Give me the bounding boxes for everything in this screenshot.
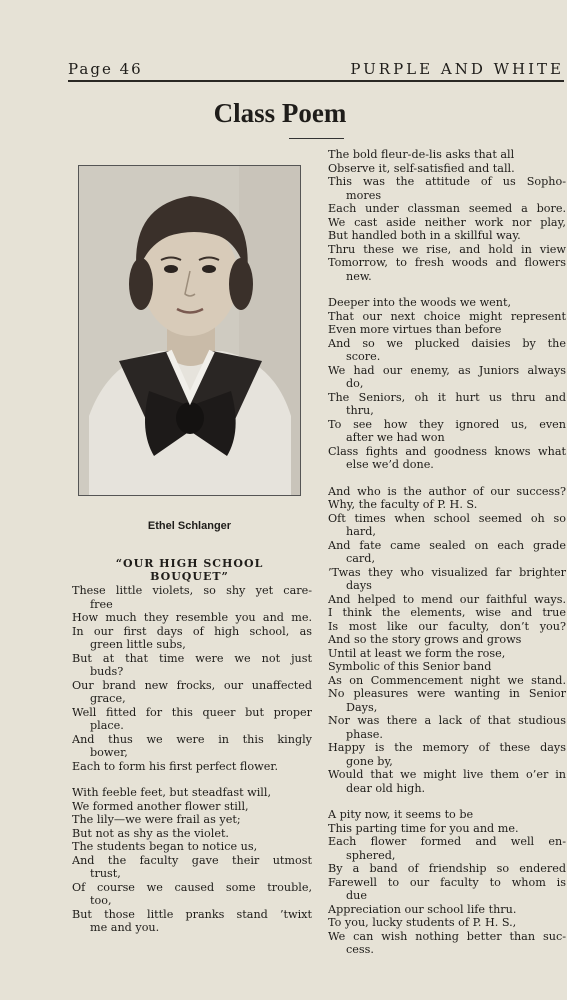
page-number: Page 46	[68, 60, 143, 78]
poem-line: The lily—we were frail as yet;	[72, 813, 241, 826]
poem-line: We formed another flower still,	[72, 799, 249, 813]
poem-line: Farewell to our faculty to whom is	[328, 875, 566, 889]
poem-line: The students began to notice us,	[72, 840, 258, 853]
poem-line: score.	[346, 350, 381, 363]
poem-line: card,	[346, 552, 376, 565]
poem-line: Why, the faculty of P. H. S.	[328, 498, 478, 511]
poem-line: Each to form his first perfect flower.	[72, 759, 279, 773]
poem-line: Days,	[346, 700, 378, 714]
poem-line: How much they resemble you and me.	[72, 611, 312, 624]
poem-line: free	[90, 597, 113, 611]
poem-line: And fate came sealed on each grade	[328, 538, 566, 552]
poem-line: These little violets, so shy yet care-	[72, 584, 312, 597]
poem-line: cess.	[346, 943, 374, 956]
poem-line: But not as shy as the violet.	[72, 826, 229, 840]
poem-line: grace,	[90, 692, 126, 705]
poem-line: To you, lucky students of P. H. S.,	[328, 916, 517, 929]
poem-line: due	[346, 889, 367, 902]
poem-line: Nor was there a lack of that studious	[328, 714, 566, 727]
poem-line: phase.	[346, 727, 383, 741]
poem-line: Happy is the memory of these days	[328, 741, 566, 754]
poem-line: But handled both in a skillful way.	[328, 229, 521, 242]
poem-line: Observe it, self-satisfied and tall.	[328, 161, 515, 175]
publication-title: PURPLE AND WHITE	[350, 60, 564, 78]
poem-line: Well fitted for this queer but proper	[72, 705, 312, 719]
poem-line: Oft times when school seemed oh so	[328, 511, 566, 525]
poem-line: Each under classman seemed a bore.	[328, 202, 566, 215]
poem-line: bower,	[90, 746, 128, 759]
poem-subtitle: “OUR HIGH SCHOOL BOUQUET”	[115, 557, 264, 583]
poem-line: ’Twas they who visualized far brighter	[328, 565, 566, 579]
poem-line: But those little pranks stand ’twixt	[72, 907, 312, 921]
poem-line: By a band of friendship so endered	[328, 862, 566, 875]
poem-line: In our first days of high school, as	[72, 624, 312, 638]
poem-line: buds?	[90, 665, 124, 678]
poem-line: hard,	[346, 525, 376, 538]
poem-line: Appreciation our school life thru.	[328, 902, 517, 916]
poem-line: Each flower formed and well en-	[328, 835, 566, 848]
poem-line: Thru these we rise, and hold in view	[328, 242, 566, 256]
poem-stanza	[328, 148, 566, 283]
poem-line: A pity now, it seems to be	[328, 808, 474, 821]
portrait-photo	[78, 165, 301, 496]
poem-line: Symbolic of this Senior band	[328, 660, 492, 673]
poem-line: Is most like our faculty, don’t you?	[328, 619, 566, 633]
poem-line: gone by,	[346, 754, 393, 768]
poem-column-left	[72, 584, 312, 948]
poem-line: mores	[346, 188, 382, 202]
poem-line: But at that time were we not just	[72, 651, 312, 665]
poem-line: place.	[90, 719, 124, 732]
poem-line: This was the attitude of us Sopho-	[328, 175, 566, 188]
poem-line: Of course we caused some trouble,	[72, 880, 312, 894]
poem-line: dear old high.	[346, 781, 426, 795]
poem-line: trust,	[90, 867, 121, 880]
poem-line: To see how they ignored us, even	[328, 417, 566, 431]
poem-line: Until at least we form the rose,	[328, 646, 506, 660]
poem-line: And helped to mend our faithful ways.	[328, 592, 566, 606]
poem-line: No pleasures were wanting in Senior	[328, 687, 566, 700]
poem-line: Tomorrow, to fresh woods and flowers	[328, 256, 566, 269]
poem-line: And the faculty gave their utmost	[72, 853, 312, 867]
poem-stanza	[328, 808, 566, 957]
poem-line: And who is the author of our success?	[328, 484, 566, 498]
poem-line: As on Commencement night we stand.	[328, 673, 566, 687]
poem-title: Class Poem	[213, 98, 347, 128]
poem-line: too,	[90, 894, 112, 907]
poem-line: Our brand new frocks, our unaffected	[72, 678, 312, 692]
poem-line: We cast aside neither work nor play,	[328, 215, 566, 229]
poem-stanza	[72, 786, 312, 935]
poem-stanza	[72, 584, 312, 773]
poem-line: And so we plucked daisies by the	[328, 336, 566, 350]
poem-line: do,	[346, 377, 364, 390]
poem-line: The Seniors, oh it hurt us thru and	[328, 390, 566, 404]
photo-caption: Ethel Schlanger	[147, 520, 232, 532]
poem-line: after we had won	[346, 431, 445, 444]
poem-line: green little subs,	[90, 638, 186, 651]
poem-line: new.	[346, 269, 372, 283]
poem-line: days	[346, 579, 372, 592]
poem-line: Class fights and goodness knows what	[328, 444, 566, 458]
poem-column-right	[328, 148, 566, 970]
poem-line: else we’d done.	[346, 458, 434, 471]
poem-line: Deeper into the woods we went,	[328, 296, 512, 309]
portrait-illustration	[79, 166, 301, 496]
page-header	[68, 58, 564, 82]
poem-line: me and you.	[90, 921, 160, 934]
title-divider	[289, 138, 344, 139]
poem-line: The bold fleur-de-lis asks that all	[328, 148, 515, 161]
poem-line: With feeble feet, but steadfast will,	[72, 786, 272, 799]
poem-line: And thus we were in this kingly	[72, 732, 312, 746]
poem-stanza	[328, 485, 566, 796]
poem-line: sphered,	[346, 848, 396, 862]
poem-line: And so the story grows and grows	[328, 633, 522, 646]
poem-line: This parting time for you and me.	[328, 821, 519, 835]
poem-line: thru,	[346, 404, 374, 417]
poem-stanza	[328, 296, 566, 472]
poem-line: Would that we might live them o’er in	[328, 768, 566, 781]
poem-line: Even more virtues than before	[328, 323, 502, 336]
poem-line: We can wish nothing better than suc-	[328, 929, 566, 943]
poem-line: We had our enemy, as Juniors always	[328, 363, 566, 377]
poem-line: I think the elements, wise and true	[328, 606, 566, 619]
poem-line: That our next choice might represent	[328, 309, 566, 323]
